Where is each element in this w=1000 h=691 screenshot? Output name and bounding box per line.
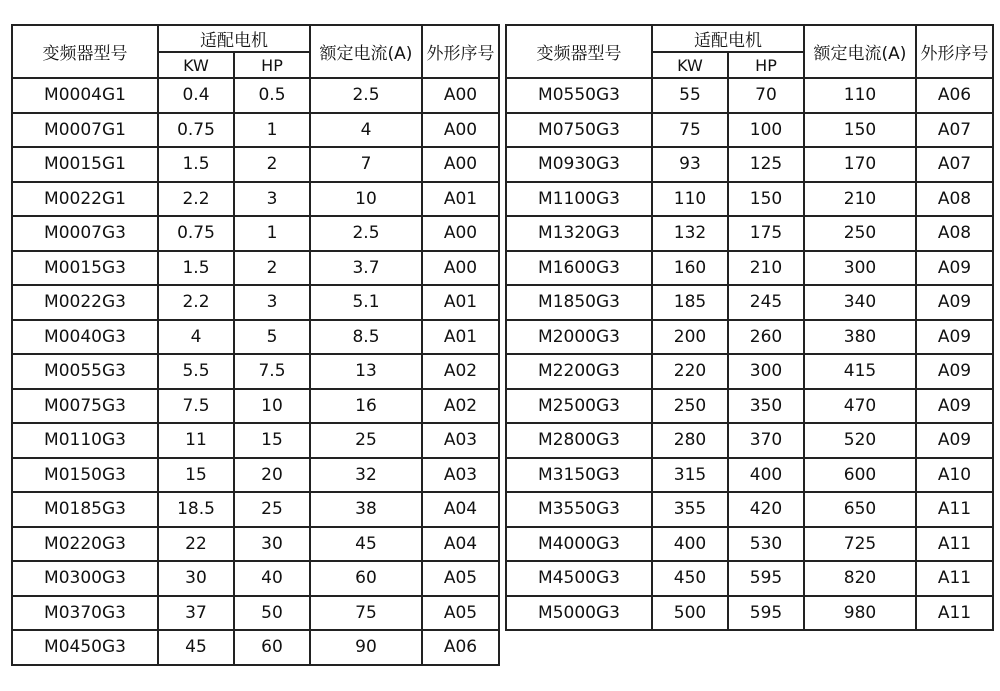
frame-cell: A11 — [916, 492, 993, 527]
hp-cell: 150 — [728, 182, 804, 217]
current-cell: 600 — [804, 458, 916, 493]
model-cell: M0015G1 — [12, 147, 158, 182]
frame-cell: A08 — [916, 182, 993, 217]
current-cell: 90 — [310, 630, 422, 665]
current-cell: 60 — [310, 561, 422, 596]
current-cell: 2.5 — [310, 78, 422, 113]
current-cell: 250 — [804, 216, 916, 251]
frame-cell: A09 — [916, 389, 993, 424]
frame-cell: A00 — [422, 113, 499, 148]
header-hp: HP — [728, 52, 804, 78]
frame-cell: A07 — [916, 113, 993, 148]
hp-cell: 2 — [234, 251, 310, 286]
hp-cell: 210 — [728, 251, 804, 286]
kw-cell: 22 — [158, 527, 234, 562]
current-cell: 725 — [804, 527, 916, 562]
frame-cell: A00 — [422, 78, 499, 113]
current-cell: 25 — [310, 423, 422, 458]
hp-cell: 420 — [728, 492, 804, 527]
frame-cell: A01 — [422, 320, 499, 355]
current-cell: 2.5 — [310, 216, 422, 251]
current-cell: 110 — [804, 78, 916, 113]
table-row — [506, 182, 993, 217]
hp-cell: 175 — [728, 216, 804, 251]
hp-cell: 1 — [234, 216, 310, 251]
hp-cell: 0.5 — [234, 78, 310, 113]
header-hp: HP — [234, 52, 310, 78]
current-cell: 3.7 — [310, 251, 422, 286]
hp-cell: 7.5 — [234, 354, 310, 389]
kw-cell: 45 — [158, 630, 234, 665]
frame-cell: A00 — [422, 251, 499, 286]
header-model: 变频器型号 — [12, 25, 158, 78]
hp-cell: 15 — [234, 423, 310, 458]
hp-cell: 3 — [234, 182, 310, 217]
hp-cell: 60 — [234, 630, 310, 665]
current-cell: 4 — [310, 113, 422, 148]
table-row — [12, 423, 499, 458]
model-cell: M0750G3 — [506, 113, 652, 148]
spec-table-right — [505, 24, 994, 631]
kw-cell: 280 — [652, 423, 728, 458]
current-cell: 7 — [310, 147, 422, 182]
kw-cell: 0.4 — [158, 78, 234, 113]
table-row — [12, 561, 499, 596]
kw-cell: 185 — [652, 285, 728, 320]
table-row — [506, 492, 993, 527]
frame-cell: A11 — [916, 561, 993, 596]
table-row — [506, 596, 993, 631]
hp-cell: 530 — [728, 527, 804, 562]
hp-cell: 5 — [234, 320, 310, 355]
current-cell: 650 — [804, 492, 916, 527]
current-cell: 210 — [804, 182, 916, 217]
model-cell: M1100G3 — [506, 182, 652, 217]
header-frame: 外形序号 — [422, 25, 499, 78]
model-cell: M0185G3 — [12, 492, 158, 527]
kw-cell: 7.5 — [158, 389, 234, 424]
model-cell: M3150G3 — [506, 458, 652, 493]
frame-cell: A09 — [916, 285, 993, 320]
header-current: 额定电流(A) — [804, 25, 916, 78]
model-cell: M0040G3 — [12, 320, 158, 355]
table-row — [506, 216, 993, 251]
model-cell: M1320G3 — [506, 216, 652, 251]
hp-cell: 70 — [728, 78, 804, 113]
hp-cell: 300 — [728, 354, 804, 389]
frame-cell: A01 — [422, 182, 499, 217]
kw-cell: 37 — [158, 596, 234, 631]
model-cell: M2000G3 — [506, 320, 652, 355]
frame-cell: A11 — [916, 596, 993, 631]
current-cell: 520 — [804, 423, 916, 458]
hp-cell: 2 — [234, 147, 310, 182]
hp-cell: 1 — [234, 113, 310, 148]
header-current: 额定电流(A) — [310, 25, 422, 78]
current-cell: 32 — [310, 458, 422, 493]
hp-cell: 370 — [728, 423, 804, 458]
frame-cell: A04 — [422, 492, 499, 527]
frame-cell: A00 — [422, 216, 499, 251]
current-cell: 75 — [310, 596, 422, 631]
current-cell: 8.5 — [310, 320, 422, 355]
model-cell: M0930G3 — [506, 147, 652, 182]
model-cell: M0370G3 — [12, 596, 158, 631]
model-cell: M5000G3 — [506, 596, 652, 631]
model-cell: M0075G3 — [12, 389, 158, 424]
table-row — [506, 113, 993, 148]
current-cell: 415 — [804, 354, 916, 389]
table-row — [12, 78, 499, 113]
table-row — [506, 147, 993, 182]
frame-cell: A11 — [916, 527, 993, 562]
table-row — [12, 389, 499, 424]
kw-cell: 110 — [652, 182, 728, 217]
model-cell: M3550G3 — [506, 492, 652, 527]
model-cell: M1850G3 — [506, 285, 652, 320]
kw-cell: 2.2 — [158, 285, 234, 320]
kw-cell: 11 — [158, 423, 234, 458]
model-cell: M0004G1 — [12, 78, 158, 113]
frame-cell: A01 — [422, 285, 499, 320]
current-cell: 38 — [310, 492, 422, 527]
hp-cell: 30 — [234, 527, 310, 562]
table-row — [12, 147, 499, 182]
kw-cell: 500 — [652, 596, 728, 631]
kw-cell: 1.5 — [158, 251, 234, 286]
current-cell: 380 — [804, 320, 916, 355]
table-row — [12, 630, 499, 665]
frame-cell: A10 — [916, 458, 993, 493]
frame-cell: A06 — [422, 630, 499, 665]
kw-cell: 250 — [652, 389, 728, 424]
table-body-left — [12, 78, 499, 665]
frame-cell: A08 — [916, 216, 993, 251]
table-row — [506, 285, 993, 320]
kw-cell: 5.5 — [158, 354, 234, 389]
kw-cell: 2.2 — [158, 182, 234, 217]
frame-cell: A09 — [916, 354, 993, 389]
table-row — [12, 596, 499, 631]
model-cell: M0110G3 — [12, 423, 158, 458]
model-cell: M2200G3 — [506, 354, 652, 389]
frame-cell: A09 — [916, 320, 993, 355]
table-row — [506, 354, 993, 389]
current-cell: 10 — [310, 182, 422, 217]
hp-cell: 400 — [728, 458, 804, 493]
current-cell: 340 — [804, 285, 916, 320]
table-row — [506, 389, 993, 424]
model-cell: M0022G3 — [12, 285, 158, 320]
hp-cell: 3 — [234, 285, 310, 320]
table-row — [12, 251, 499, 286]
current-cell: 13 — [310, 354, 422, 389]
model-cell: M0300G3 — [12, 561, 158, 596]
model-cell: M0022G1 — [12, 182, 158, 217]
frame-cell: A03 — [422, 423, 499, 458]
table-row — [506, 423, 993, 458]
table-row — [12, 216, 499, 251]
hp-cell: 595 — [728, 596, 804, 631]
header-motor: 适配电机 — [158, 25, 310, 52]
table-row — [12, 113, 499, 148]
kw-cell: 55 — [652, 78, 728, 113]
current-cell: 980 — [804, 596, 916, 631]
table-body-right — [506, 78, 993, 630]
table-row — [506, 561, 993, 596]
table-row — [12, 354, 499, 389]
table-row — [12, 527, 499, 562]
model-cell: M0055G3 — [12, 354, 158, 389]
header-frame: 外形序号 — [916, 25, 993, 78]
frame-cell: A09 — [916, 251, 993, 286]
kw-cell: 132 — [652, 216, 728, 251]
kw-cell: 200 — [652, 320, 728, 355]
kw-cell: 18.5 — [158, 492, 234, 527]
table-row — [506, 78, 993, 113]
header-model: 变频器型号 — [506, 25, 652, 78]
hp-cell: 595 — [728, 561, 804, 596]
current-cell: 300 — [804, 251, 916, 286]
kw-cell: 75 — [652, 113, 728, 148]
frame-cell: A05 — [422, 561, 499, 596]
current-cell: 150 — [804, 113, 916, 148]
kw-cell: 0.75 — [158, 216, 234, 251]
current-cell: 170 — [804, 147, 916, 182]
frame-cell: A06 — [916, 78, 993, 113]
table-row — [12, 285, 499, 320]
model-cell: M0220G3 — [12, 527, 158, 562]
kw-cell: 220 — [652, 354, 728, 389]
table-row — [12, 492, 499, 527]
frame-cell: A07 — [916, 147, 993, 182]
hp-cell: 50 — [234, 596, 310, 631]
table-row — [506, 320, 993, 355]
table-row — [12, 182, 499, 217]
kw-cell: 160 — [652, 251, 728, 286]
hp-cell: 260 — [728, 320, 804, 355]
model-cell: M2800G3 — [506, 423, 652, 458]
hp-cell: 25 — [234, 492, 310, 527]
frame-cell: A09 — [916, 423, 993, 458]
kw-cell: 450 — [652, 561, 728, 596]
current-cell: 45 — [310, 527, 422, 562]
spec-table-left — [11, 24, 500, 666]
frame-cell: A03 — [422, 458, 499, 493]
model-cell: M2500G3 — [506, 389, 652, 424]
hp-cell: 100 — [728, 113, 804, 148]
model-cell: M4500G3 — [506, 561, 652, 596]
hp-cell: 10 — [234, 389, 310, 424]
table-row — [506, 527, 993, 562]
current-cell: 16 — [310, 389, 422, 424]
model-cell: M0007G1 — [12, 113, 158, 148]
frame-cell: A00 — [422, 147, 499, 182]
kw-cell: 15 — [158, 458, 234, 493]
model-cell: M0007G3 — [12, 216, 158, 251]
table-row — [12, 458, 499, 493]
hp-cell: 40 — [234, 561, 310, 596]
kw-cell: 0.75 — [158, 113, 234, 148]
frame-cell: A02 — [422, 389, 499, 424]
kw-cell: 93 — [652, 147, 728, 182]
frame-cell: A02 — [422, 354, 499, 389]
frame-cell: A04 — [422, 527, 499, 562]
hp-cell: 245 — [728, 285, 804, 320]
current-cell: 470 — [804, 389, 916, 424]
current-cell: 5.1 — [310, 285, 422, 320]
model-cell: M0015G3 — [12, 251, 158, 286]
kw-cell: 30 — [158, 561, 234, 596]
header-motor: 适配电机 — [652, 25, 804, 52]
kw-cell: 315 — [652, 458, 728, 493]
table-row — [12, 320, 499, 355]
header-kw: KW — [652, 52, 728, 78]
hp-cell: 125 — [728, 147, 804, 182]
hp-cell: 20 — [234, 458, 310, 493]
kw-cell: 355 — [652, 492, 728, 527]
kw-cell: 400 — [652, 527, 728, 562]
kw-cell: 4 — [158, 320, 234, 355]
model-cell: M1600G3 — [506, 251, 652, 286]
table-row — [506, 458, 993, 493]
table-row — [506, 251, 993, 286]
model-cell: M0150G3 — [12, 458, 158, 493]
frame-cell: A05 — [422, 596, 499, 631]
model-cell: M0450G3 — [12, 630, 158, 665]
model-cell: M4000G3 — [506, 527, 652, 562]
model-cell: M0550G3 — [506, 78, 652, 113]
kw-cell: 1.5 — [158, 147, 234, 182]
header-kw: KW — [158, 52, 234, 78]
current-cell: 820 — [804, 561, 916, 596]
hp-cell: 350 — [728, 389, 804, 424]
